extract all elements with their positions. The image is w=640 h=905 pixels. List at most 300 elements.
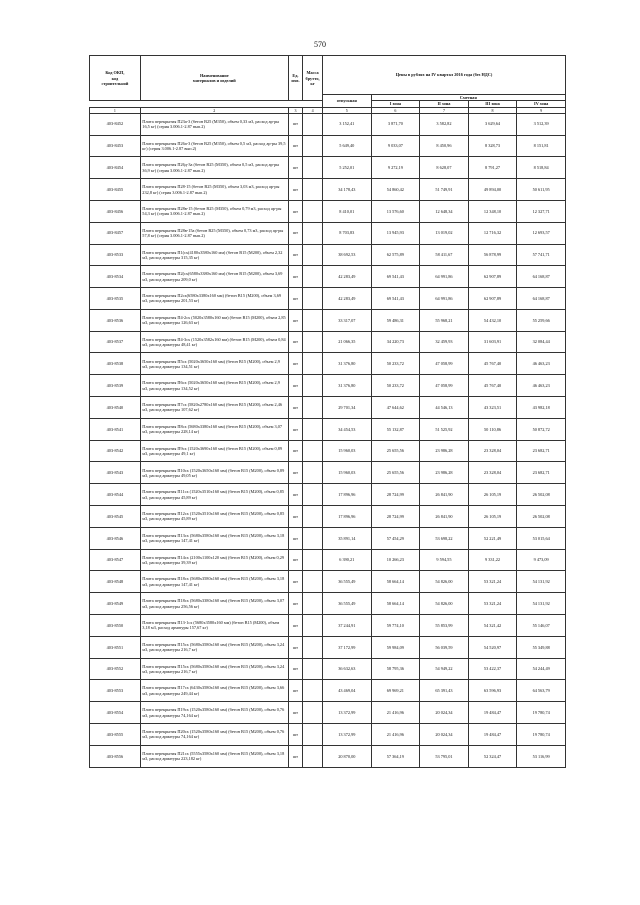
item-name: Плита перекрытия П19сх (1520х3580х160 мм) (бетон В15 (М200), объем 0,76 м3, расход арматуры 74,164 кг) — [140, 702, 288, 724]
price-zone-4: 19 780,74 — [517, 724, 566, 746]
price-release: 31 376,80 — [323, 353, 372, 375]
item-name: Плита перекрытия П9сх (1520х3690х160 мм) (бетон В15 (М200), объем 0,89 м3, расход арматуры 49,1 кг) — [140, 440, 288, 462]
price-zone-2: 53 698,22 — [420, 527, 469, 549]
item-mass — [303, 484, 323, 506]
item-name: Плита перекрытия П28в-15 (бетон В25 (М350), объем 0,79 м3, расход ар-ры 54,3 кг) (серия 3.006.1-2.87 вып.2) — [140, 200, 288, 222]
price-release: 13 372,99 — [323, 724, 372, 746]
item-name: Плита перекрытия П21сх (5555х3580х160 мм) (бетон В15 (М200), объем 3,18 м3, расход арматуры 223,182 кг) — [140, 745, 288, 767]
price-release: 13 372,99 — [323, 702, 372, 724]
item-name: Плита перекрытия П23а-3 (бетон В25 (М350), объем 0,33 м3, расход ар-ры 16,5 кг) (серия 3.006.1-2.87 вып.2) — [140, 113, 288, 135]
item-name: Плита перекрытия П10сх (1520х3650х160 мм) (бетон В15 (М200), объем 0,89 м3, расход арматуры 49,05 кг) — [140, 462, 288, 484]
price-zone-4: 50 611,95 — [517, 179, 566, 201]
item-mass — [303, 745, 323, 767]
item-code: 403-8536 — [90, 309, 141, 331]
column-numbers-row: 1 2 3 4 5 6 7 8 9 — [90, 107, 566, 113]
item-code: 403-8542 — [90, 440, 141, 462]
price-zone-3: 19 484,47 — [468, 702, 517, 724]
price-zone-3: 31 603,91 — [468, 331, 517, 353]
price-zone-3: 62 907,89 — [468, 266, 517, 288]
price-release: 17 896,96 — [323, 484, 372, 506]
item-mass — [303, 680, 323, 702]
table-row — [90, 135, 566, 157]
table-row — [90, 636, 566, 658]
price-release: 5 649,40 — [323, 135, 372, 157]
item-mass — [303, 397, 323, 419]
price-zone-2: 32 459,93 — [420, 331, 469, 353]
item-name: Плита перекрытия П26а-3 (бетон В25 (М350), объем 0,5 м3, расход ар-ры 39,5 кг) (серия 3.006.1-2.87 вып.2) — [140, 135, 288, 157]
item-mass — [303, 200, 323, 222]
price-zone-2: 23 986,28 — [420, 440, 469, 462]
item-mass — [303, 724, 323, 746]
item-mass — [303, 549, 323, 571]
item-name: Плита перекрытия П12сх (1520х3510х160 мм) (бетон В15 (М200), объем 0,85 м3, расход арматуры 45,89 кг) — [140, 506, 288, 528]
item-name: Плита перекрытия П2сх(6580х3380х160 мм) (бетон В15 (М200), объем 3,69 м3, расход арматуры 201,53 кг) — [140, 288, 288, 310]
price-zone-4: 57 741,71 — [517, 244, 566, 266]
price-zone-3: 54 321,42 — [468, 615, 517, 637]
price-zone-3: 43 323,51 — [468, 397, 517, 419]
item-unit: шт — [288, 288, 302, 310]
item-unit: шт — [288, 636, 302, 658]
item-name: Плита перекрытия П5сх (5020х3650х160 мм) (бетон В15 (М200), объем 2,9 м3, расход арматуры 134,51 кг) — [140, 353, 288, 375]
price-zone-1: 28 724,99 — [371, 484, 420, 506]
price-zone-3: 8 328,73 — [468, 135, 517, 157]
item-unit: шт — [288, 200, 302, 222]
price-release: 34 178,43 — [323, 179, 372, 201]
price-zone-1: 3 871,70 — [371, 113, 420, 135]
header-mass: Масса брутто, кг — [303, 56, 323, 101]
item-unit: шт — [288, 680, 302, 702]
item-mass — [303, 593, 323, 615]
price-release: 43 469,04 — [323, 680, 372, 702]
item-name: Плита перекрытия П20сх (1520х3580х160 мм) (бетон В15 (М200), объем 0,76 м3, расход арматуры 74,164 кг) — [140, 724, 288, 746]
item-name: Плита перекрытия П18сх (5680х3580х160 мм) (бетон В15 (М200), объем 3,18 м3, расход арматуры 147,41 кг) — [140, 571, 288, 593]
price-zone-4: 12 327,71 — [517, 200, 566, 222]
item-name: Плита перекрытия П7сх (5820х2780х160 мм) (бетон В15 (М200), объем 2,46 м3, расход арматуры 107,62 кг) — [140, 397, 288, 419]
price-zone-1: 59 984,09 — [371, 636, 420, 658]
item-code: 403-8551 — [90, 636, 141, 658]
page-number: 570 — [314, 40, 326, 49]
item-mass — [303, 375, 323, 397]
item-mass — [303, 157, 323, 179]
price-release: 15 960,03 — [323, 440, 372, 462]
header-estimate: Сметная — [371, 95, 565, 101]
header-code: Код ОКП, код строительной — [90, 56, 141, 101]
item-unit: шт — [288, 244, 302, 266]
item-unit: шт — [288, 375, 302, 397]
item-unit: шт — [288, 615, 302, 637]
item-name: Плита перекрытия П17сх (6430х3580х160 мм) (бетон В15 (М200), объем 3,66 м3, расход арматуры 249,44 кг) — [140, 680, 288, 702]
price-release: 17 896,96 — [323, 506, 372, 528]
price-zone-2: 47 058,99 — [420, 353, 469, 375]
item-name: Плита перекрытия П4-3сх (1520х3582х160 мм) (бетон В15 (М200), объем 0,84 м3, расход арматуры 48,41 кг) — [140, 331, 288, 353]
price-zone-2: 54 826,00 — [420, 593, 469, 615]
price-zone-4: 53 116,99 — [517, 745, 566, 767]
item-code: 403-8553 — [90, 680, 141, 702]
table-row — [90, 593, 566, 615]
price-release: 5 252,01 — [323, 157, 372, 179]
item-code: 403-8452 — [90, 113, 141, 135]
item-mass — [303, 571, 323, 593]
item-unit: шт — [288, 309, 302, 331]
price-release: 34 454,53 — [323, 418, 372, 440]
table-row — [90, 397, 566, 419]
item-code: 403-8541 — [90, 418, 141, 440]
item-mass — [303, 615, 323, 637]
price-release: 35 891,14 — [323, 527, 372, 549]
table-row — [90, 179, 566, 201]
price-zone-2: 9 594,55 — [420, 549, 469, 571]
price-zone-4: 32 084,44 — [517, 331, 566, 353]
price-zone-2: 54 826,00 — [420, 571, 469, 593]
price-zone-1: 59 486,31 — [371, 309, 420, 331]
price-zone-3: 12 716,32 — [468, 222, 517, 244]
item-code: 403-8537 — [90, 331, 141, 353]
item-mass — [303, 179, 323, 201]
price-zone-1: 21 416,96 — [371, 702, 420, 724]
price-zone-4: 55 259,66 — [517, 309, 566, 331]
header-unit: Ед. изм. — [288, 56, 302, 101]
table-row — [90, 571, 566, 593]
header-zone-4: IV зона — [517, 101, 566, 107]
price-zone-2: 44 546,13 — [420, 397, 469, 419]
item-unit: шт — [288, 724, 302, 746]
item-name: Плита перекрытия П2(сх(6580х3380х160 мм) (бетон В15 (М200), объем 3,69 м3, расход арматуры 209,0 кг) — [140, 266, 288, 288]
price-zone-1: 50 233,72 — [371, 375, 420, 397]
price-zone-1: 54 860,42 — [371, 179, 420, 201]
price-zone-4: 23 682,71 — [517, 462, 566, 484]
price-zone-4: 3 512,39 — [517, 113, 566, 135]
price-release: 37 244,91 — [323, 615, 372, 637]
price-zone-1: 28 724,99 — [371, 506, 420, 528]
header-zone-2: II зона — [420, 101, 469, 107]
item-unit: шт — [288, 527, 302, 549]
table-row — [90, 309, 566, 331]
price-zone-2: 64 991,86 — [420, 266, 469, 288]
item-mass — [303, 222, 323, 244]
price-zone-2: 51 749,91 — [420, 179, 469, 201]
item-mass — [303, 636, 323, 658]
price-release: 20 870,00 — [323, 745, 372, 767]
price-zone-1: 59 774,10 — [371, 615, 420, 637]
item-unit: шт — [288, 506, 302, 528]
item-unit: шт — [288, 157, 302, 179]
price-zone-2: 55 853,99 — [420, 615, 469, 637]
price-zone-4: 64 563,79 — [517, 680, 566, 702]
price-zone-4: 55 349,88 — [517, 636, 566, 658]
item-name: Плита перекрытия П26д-3а (бетон В25 (М350), объем 0,5 м3, расход ар-ры 36,9 кг) (серия 3.006.1-2.87 вып.2) — [140, 157, 288, 179]
price-zone-1: 58 795,36 — [371, 658, 420, 680]
item-unit: шт — [288, 331, 302, 353]
item-unit: шт — [288, 549, 302, 571]
item-name: Плита перекрытия П6сх (5020х3650х160 мм) (бетон В15 (М200), объем 2,9 м3, расход арматуры 134,52 кг) — [140, 375, 288, 397]
price-zone-1: 9 033,07 — [371, 135, 420, 157]
price-zone-1: 47 644,62 — [371, 397, 420, 419]
table-row — [90, 484, 566, 506]
table-row — [90, 113, 566, 135]
table-row — [90, 440, 566, 462]
item-mass — [303, 244, 323, 266]
price-zone-2: 51 525,92 — [420, 418, 469, 440]
item-mass — [303, 702, 323, 724]
price-zone-1: 62 575,89 — [371, 244, 420, 266]
price-zone-3: 50 110,86 — [468, 418, 517, 440]
item-code: 403-8457 — [90, 222, 141, 244]
table-row — [90, 724, 566, 746]
item-unit: шт — [288, 745, 302, 767]
price-release: 42 283,49 — [323, 288, 372, 310]
price-zone-4: 19 780,74 — [517, 702, 566, 724]
price-zone-2: 64 991,86 — [420, 288, 469, 310]
price-release: 37 172,99 — [323, 636, 372, 658]
price-zone-4: 8 518,84 — [517, 157, 566, 179]
item-unit: шт — [288, 418, 302, 440]
price-zone-1: 58 664,14 — [371, 593, 420, 615]
price-zone-3: 54 520,97 — [468, 636, 517, 658]
item-name: Плита перекрытия П13сх (5680х3580х160 мм) (бетон В15 (М200), объем 3,18 м3, расход арматуры 147,41 кг) — [140, 527, 288, 549]
price-zone-4: 54 244,49 — [517, 658, 566, 680]
price-zone-3: 23 328,04 — [468, 462, 517, 484]
price-zone-2: 20 024,34 — [420, 702, 469, 724]
item-code: 403-8453 — [90, 135, 141, 157]
price-table — [89, 55, 566, 768]
table-row — [90, 288, 566, 310]
item-code: 403-8454 — [90, 157, 141, 179]
item-name: Плита перекрытия П14сх (2100х1100х120 мм) (бетон В15 (М200), объем 0,29 м3, расход арматуры 39,39 кг) — [140, 549, 288, 571]
price-zone-1: 21 416,96 — [371, 724, 420, 746]
price-zone-1: 9 272,19 — [371, 157, 420, 179]
header-release: отпускная — [323, 95, 372, 108]
price-zone-4: 8 151,81 — [517, 135, 566, 157]
price-zone-3: 56 878,99 — [468, 244, 517, 266]
item-name: Плита перекрытия П4-2сх (5020х3580х160 мм) (бетон В15 (М200), объем 2,85 м3, расход арматуры 126,63 кг) — [140, 309, 288, 331]
item-unit: шт — [288, 266, 302, 288]
table-row — [90, 745, 566, 767]
price-zone-4: 50 872,72 — [517, 418, 566, 440]
price-zone-3: 53 321,24 — [468, 571, 517, 593]
price-zone-3: 52 324,47 — [468, 745, 517, 767]
item-code: 403-8533 — [90, 244, 141, 266]
table-row — [90, 549, 566, 571]
item-mass — [303, 440, 323, 462]
table-row — [90, 244, 566, 266]
price-release: 36 632,63 — [323, 658, 372, 680]
item-unit: шт — [288, 658, 302, 680]
item-mass — [303, 527, 323, 549]
item-code: 403-8549 — [90, 593, 141, 615]
price-zone-3: 54 432,10 — [468, 309, 517, 331]
price-zone-4: 54 131,92 — [517, 571, 566, 593]
item-name: Плита перекрытия П18сх (5680х3380х160 мм) (бетон В15 (М200), объем 3,07 м3, расход арматуры 256,56 кг) — [140, 593, 288, 615]
item-code: 403-8534 — [90, 266, 141, 288]
item-code: 403-8546 — [90, 527, 141, 549]
table-row — [90, 527, 566, 549]
price-zone-2: 47 058,99 — [420, 375, 469, 397]
price-release: 8 410,01 — [323, 200, 372, 222]
table-row — [90, 200, 566, 222]
price-release: 36 555,49 — [323, 571, 372, 593]
price-zone-2: 56 039,59 — [420, 636, 469, 658]
price-release: 33 317,07 — [323, 309, 372, 331]
price-release: 29 701,34 — [323, 397, 372, 419]
price-release: 21 066,35 — [323, 331, 372, 353]
price-release: 38 692,53 — [323, 244, 372, 266]
table-row — [90, 658, 566, 680]
item-code: 403-8552 — [90, 658, 141, 680]
price-release: 15 960,03 — [323, 462, 372, 484]
price-zone-3: 8 791,27 — [468, 157, 517, 179]
table-row — [90, 506, 566, 528]
item-name: Плита перекрытия П8сх (5680х3380х160 мм) (бетон В15 (М200), объем 3,07 м3, расход арматуры 228,14 кг) — [140, 418, 288, 440]
price-zone-1: 69 541,43 — [371, 266, 420, 288]
price-release: 6 390,21 — [323, 549, 372, 571]
price-zone-2: 54 949,22 — [420, 658, 469, 680]
price-zone-2: 58 411,67 — [420, 244, 469, 266]
price-zone-3: 53 422,37 — [468, 658, 517, 680]
header-zone-3: III зона — [468, 101, 517, 107]
item-code: 403-8540 — [90, 397, 141, 419]
item-unit: шт — [288, 593, 302, 615]
price-zone-2: 26 841,90 — [420, 484, 469, 506]
item-code: 403-8545 — [90, 506, 141, 528]
table-row — [90, 353, 566, 375]
item-code: 403-8535 — [90, 288, 141, 310]
item-code: 403-8455 — [90, 179, 141, 201]
price-zone-4: 53 015,64 — [517, 527, 566, 549]
price-zone-1: 34 220,73 — [371, 331, 420, 353]
price-zone-1: 50 233,72 — [371, 353, 420, 375]
price-zone-2: 8 628,07 — [420, 157, 469, 179]
price-zone-4: 9 473,09 — [517, 549, 566, 571]
item-mass — [303, 658, 323, 680]
table-row — [90, 222, 566, 244]
table-row — [90, 462, 566, 484]
price-zone-3: 62 907,89 — [468, 288, 517, 310]
item-mass — [303, 113, 323, 135]
price-release: 36 555,49 — [323, 593, 372, 615]
table-row — [90, 615, 566, 637]
item-unit: шт — [288, 222, 302, 244]
price-release: 3 152,41 — [323, 113, 372, 135]
item-unit: шт — [288, 135, 302, 157]
header-name: Наименование материалов и изделий — [140, 56, 288, 101]
item-code: 403-8547 — [90, 549, 141, 571]
item-code: 403-8539 — [90, 375, 141, 397]
item-unit: шт — [288, 113, 302, 135]
item-code: 403-8544 — [90, 484, 141, 506]
price-zone-1: 55 132,87 — [371, 418, 420, 440]
price-zone-3: 23 328,04 — [468, 440, 517, 462]
price-zone-3: 26 105,19 — [468, 484, 517, 506]
item-code: 403-8554 — [90, 702, 141, 724]
price-zone-4: 64 168,87 — [517, 266, 566, 288]
price-release: 8 703,83 — [323, 222, 372, 244]
price-zone-3: 3 629,64 — [468, 113, 517, 135]
price-zone-4: 55 146,07 — [517, 615, 566, 637]
table-row — [90, 375, 566, 397]
table-row — [90, 157, 566, 179]
item-unit: шт — [288, 702, 302, 724]
item-unit: шт — [288, 571, 302, 593]
price-zone-2: 26 841,90 — [420, 506, 469, 528]
price-zone-4: 54 131,92 — [517, 593, 566, 615]
price-zone-4: 64 168,87 — [517, 288, 566, 310]
price-zone-1: 25 655,56 — [371, 440, 420, 462]
item-code: 403-8456 — [90, 200, 141, 222]
price-zone-3: 45 767,40 — [468, 375, 517, 397]
item-mass — [303, 266, 323, 288]
item-name: Плита перекрытия П15сх (5680х3580х160 мм) (бетон В15 (М200), объем 3,24 м3, расход арматуры 216,7 кг) — [140, 658, 288, 680]
item-mass — [303, 309, 323, 331]
table-row — [90, 331, 566, 353]
table-row — [90, 266, 566, 288]
price-zone-2: 53 795,01 — [420, 745, 469, 767]
price-zone-4: 46 463,23 — [517, 353, 566, 375]
price-zone-3: 19 484,47 — [468, 724, 517, 746]
price-zone-3: 26 105,19 — [468, 506, 517, 528]
item-mass — [303, 418, 323, 440]
price-zone-3: 12 348,10 — [468, 200, 517, 222]
item-mass — [303, 506, 323, 528]
item-code: 403-8556 — [90, 745, 141, 767]
item-mass — [303, 353, 323, 375]
price-zone-3: 53 321,24 — [468, 593, 517, 615]
price-zone-1: 57 454,29 — [371, 527, 420, 549]
price-zone-4: 26 502,08 — [517, 484, 566, 506]
item-code: 403-8543 — [90, 462, 141, 484]
price-zone-4: 43 982,18 — [517, 397, 566, 419]
price-zone-3: 45 767,40 — [468, 353, 517, 375]
item-mass — [303, 462, 323, 484]
price-zone-4: 12 693,57 — [517, 222, 566, 244]
price-zone-1: 69 541,43 — [371, 288, 420, 310]
item-name: Плита перекрытия П28-15 (бетон В25 (М350), объем 3,03 м3, расход ар-ры 232,8 кг) (серия 3.006.1-2.87 вып.2) — [140, 179, 288, 201]
price-zone-1: 57 364,19 — [371, 745, 420, 767]
price-zone-3: 9 331,22 — [468, 549, 517, 571]
table-row — [90, 680, 566, 702]
price-zone-2: 20 024,34 — [420, 724, 469, 746]
item-mass — [303, 331, 323, 353]
price-zone-4: 23 682,71 — [517, 440, 566, 462]
item-unit: шт — [288, 179, 302, 201]
item-unit: шт — [288, 484, 302, 506]
item-code: 403-8538 — [90, 353, 141, 375]
item-name: Плита перекрытия П15сх (5680х3580х160 мм) (бетон В15 (М200), объем 3,24 м3, расход арматуры 216,7 кг) — [140, 636, 288, 658]
item-name: Плита перекрытия П28в-15а (бетон В25 (М350), объем 0,73 м3, расход ар-ры 57,8 кг) (серия 3.006.1-2.87 вып.2) — [140, 222, 288, 244]
price-zone-2: 55 968,21 — [420, 309, 469, 331]
table-row — [90, 418, 566, 440]
price-zone-1: 58 664,14 — [371, 571, 420, 593]
price-zone-3: 52 221,49 — [468, 527, 517, 549]
table-row — [90, 702, 566, 724]
item-name: Плита перекрытия П11сх (1520х3510х160 мм) (бетон В15 (М200), объем 0,85 м3, расход арматуры 45,89 кг) — [140, 484, 288, 506]
price-zone-4: 46 463,23 — [517, 375, 566, 397]
price-zone-1: 13 945,93 — [371, 222, 420, 244]
item-mass — [303, 135, 323, 157]
price-zone-2: 12 648,34 — [420, 200, 469, 222]
price-zone-4: 26 502,08 — [517, 506, 566, 528]
item-name: Плита перекрытия П1(сх(4180х3580х160 мм) (бетон В15 (М200), объем 2,32 м3, расход арматуры 315,35 кг) — [140, 244, 288, 266]
price-zone-2: 3 582,82 — [420, 113, 469, 135]
header-zone-1: I зона — [371, 101, 420, 107]
item-mass — [303, 288, 323, 310]
item-name: Плита перекрытия П13-1сх (5680х3580х160 мм) (бетон В15 (М200), объем 3,18 м3, расход арматуры 157,67 кг) — [140, 615, 288, 637]
price-zone-2: 8 450,96 — [420, 135, 469, 157]
item-code: 403-8548 — [90, 571, 141, 593]
price-zone-3: 49 894,00 — [468, 179, 517, 201]
item-unit: шт — [288, 440, 302, 462]
price-zone-1: 69 969,21 — [371, 680, 420, 702]
price-release: 42 283,49 — [323, 266, 372, 288]
